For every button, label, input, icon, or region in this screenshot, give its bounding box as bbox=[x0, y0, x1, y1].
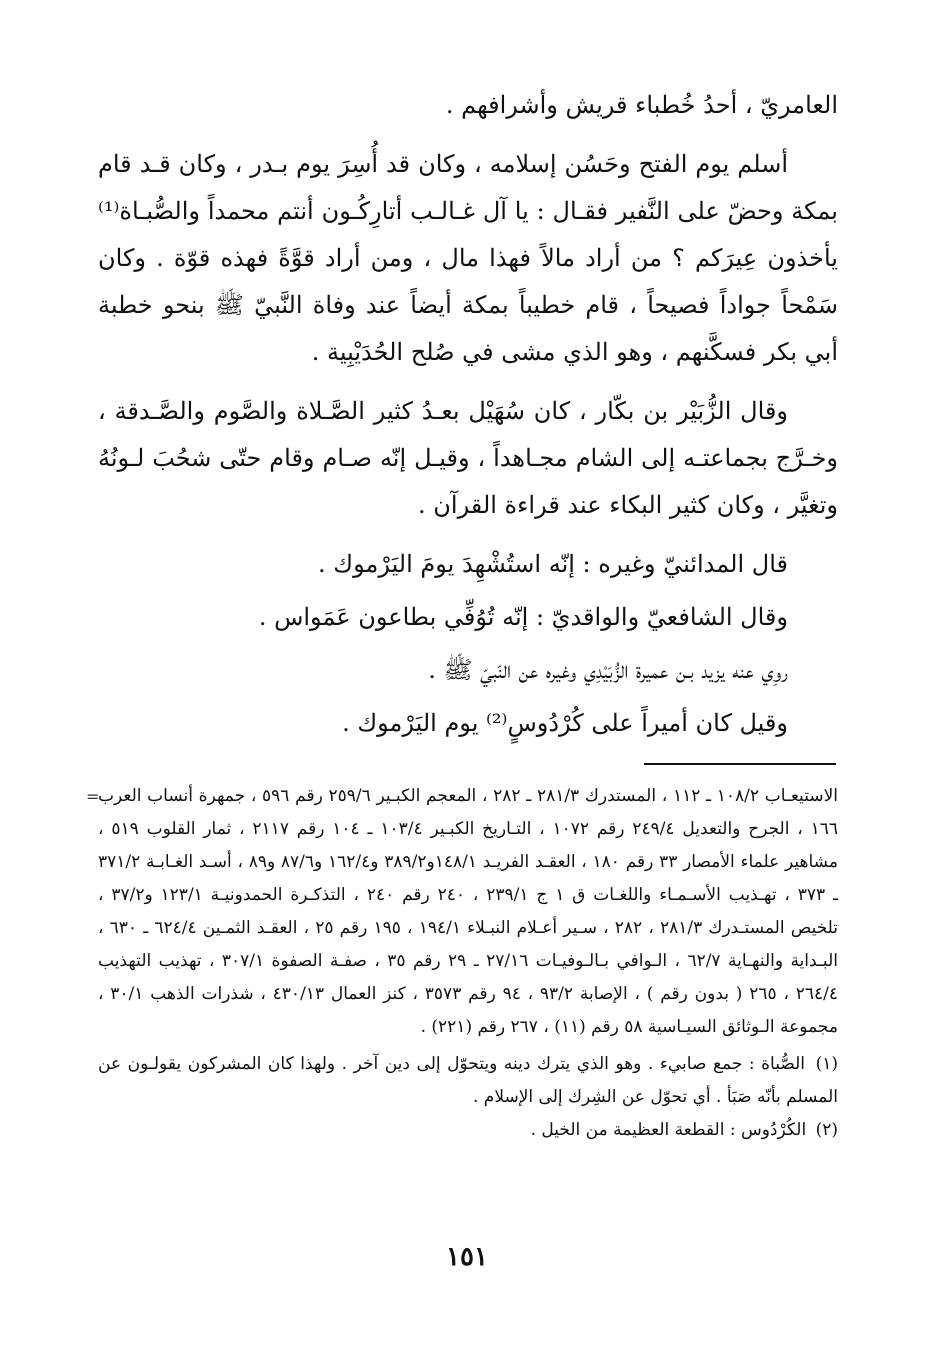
footnotes-area bbox=[86, 780, 839, 1147]
paragraph-6: روِي عنه يزيد بـن عميرة الزُّبَيْدِي وغيره عن النّبيّ ﷺ . bbox=[428, 656, 788, 684]
footnote-2-text: الكُرْدُوس : القطعة العظيمة من الخيل . bbox=[530, 1120, 807, 1140]
page-number: ١٥١ bbox=[446, 1242, 488, 1272]
footnote-1 bbox=[98, 1048, 838, 1114]
paragraph-5: وقال الشافعيّ والواقديّ : إنّه تُوُفِّي بطاعون عَمَواس . bbox=[258, 603, 788, 631]
continuation-mark: = bbox=[86, 787, 100, 806]
paragraph-3: وقال الزُّبَيْر بن بكّار ، كان سُهَيْل بعـدُ كثير الصَّـلاة والصَّوم والصَّـدقة ، وخـرَّج بجماعتـه إلى الشام مجـاهداً ، وقيـل إنّه صـام وقام حتّى شحُبَ لـونُهُ وتغيَّر ، وكان كثير البكاء عند قراءة القرآن . bbox=[98, 397, 838, 519]
footnote-2 bbox=[98, 1114, 838, 1147]
paragraph-7: وقيل كان أميراً على كُرْدُوسٍ⁽²⁾ يوم اليَرْموك . bbox=[342, 709, 788, 737]
footnote-separator bbox=[644, 763, 836, 765]
paragraph-4: قال المدائنيّ وغيره : إنّه استُشْهِدَ يومَ اليَرْموك . bbox=[318, 550, 788, 578]
footnote-1-number: (١) bbox=[815, 1054, 839, 1074]
footnote-1-text: الصُّباة : جمع صابيء . وهو الذي يترك دينه ويتحوّل إلى دين آخر . ولهذا كان المشركون يقولـون عن المسلم بأنّه صَبَأ . أي تحوّل عن الشِرك إلى الإسلام . bbox=[98, 1054, 838, 1107]
sources-note bbox=[86, 780, 839, 1044]
paragraph-2: أسلم يوم الفتح وحَسُن إسلامه ، وكان قد أُسِرَ يوم بـدر ، وكان قـد قام بمكة وحضّ على النَّفير فقـال : يا آل غـالـب أتارِكُـون أنتم محمداً والصُّبـاة⁽¹⁾ يأخذون عِيرَكم ؟ من أراد مالاً فهذا مال ، ومن أراد قوَّةً فهذه قوّة . وكان سَمْحاً جواداً فصيحاً ، قام خطيباً بمكة أيضاً عند وفاة النَّبيّ ﷺ بنحو خطبة أبي بكر فسكَّنهم ، وهو الذي مشى في صُلح الحُدَيْبِية . bbox=[98, 150, 838, 366]
paragraph-1: العامريّ ، أحدُ خُطباء قريش وأشرافهم . bbox=[445, 91, 838, 119]
main-text bbox=[98, 82, 838, 747]
footnote-2-number: (٢) bbox=[815, 1120, 838, 1140]
sources-text: الاستيعـاب ١٠٨/٢ ـ ١١٢ ، المستدرك ٢٨١/٣ ـ ٢٨٢ ، المعجم الكبـير ٢٥٩/٦ رقم ٥٩٦ ، جمهرة أنساب العرب ١٦٦ ، الجرح والتعديل ٢٤٩/٤ رقم ١٠٧٢ ، التـاريخ الكبـير ١٠٣/٤ ـ ١٠٤ رقم ٢١١٧ ، ثمار القلوب ٥١٩ ، مشاهير علماء الأمصار ٣٣ رقم ١٨٠ ، العقـد الفريـد ١٤٨/١و٣٨٩/٢ و١٦٢/٤ و٨٧/٦ و٨٩ ، أسـد الغـابـة ٣٧١/٢ ـ ٣٧٣ ، تهـذيب الأسـمـاء واللغـات ق ١ ج ٢٣٩/١ ، ٢٤٠ رقم ٢٤٠ ، التذكـرة الحمدونيـة ١٢٣/١ و٣٧/٢ ، تلخيص المستـدرك ٢٨١/٣ ، ٢٨٢ ، سـير أعـلام النبـلاء ١٩٤/١ ، ١٩٥ رقم ٢٥ ، العقـد الثمـين ٦٢٤/٤ ـ ٦٣٠ ، البـداية والنهـاية ٦٢/٧ ، الـوافي بـالـوفيـات ٢٧/١٦ ـ ٢٩ رقم ٣٥ ، صفـة الصفوة ٣٠٧/١ ، تهذيب التهذيب ٢٦٤/٤ ، ٢٦٥ ( بدون رقم ) ، الإصابة ٩٣/٢ ، ٩٤ رقم ٣٥٧٣ ، كنز العمال ٤٣٠/١٣ ، شذرات الذهب ٣٠/١ ، مجموعة الـوثائق السيـاسية ٥٨ رقم (١١) ، ٢٦٧ رقم (٢٢١) . bbox=[98, 786, 839, 1037]
